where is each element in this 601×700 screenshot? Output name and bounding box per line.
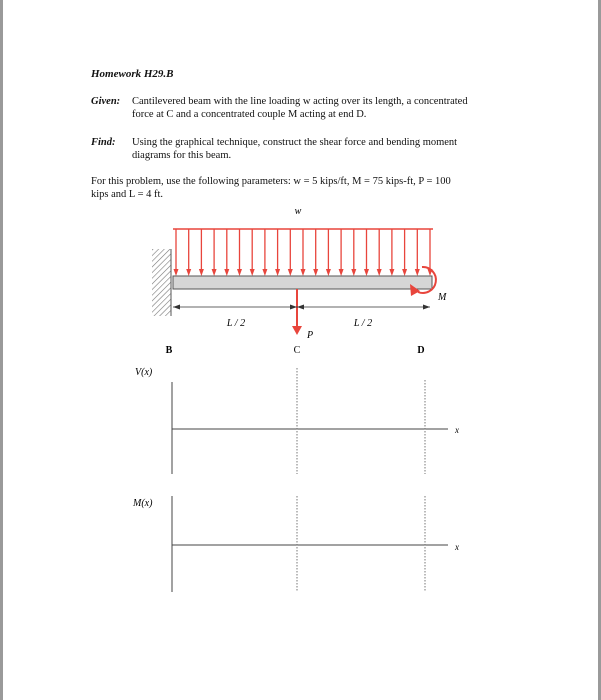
find-line-1: Using the graphical technique, construct the shear force and bending moment [132,137,458,148]
point-b-label: B [165,345,173,356]
dim-arrow-right-end [423,305,430,310]
shear-axis-label: V(x) [135,367,153,378]
load-arrowhead [326,269,331,276]
load-arrowhead [364,269,369,276]
load-arrowhead [288,269,293,276]
load-arrowhead [250,269,255,276]
moment-x-label: x [455,542,459,552]
wall-support [152,249,171,316]
load-arrowhead [186,269,191,276]
parameters-line-1: For this problem, use the following parameters: w = 5 kips/ft, M = 75 kips-ft, P = 100 [91,176,451,187]
dim-label-left: L / 2 [226,318,246,329]
load-arrowhead [313,269,318,276]
dim-arrow-left-start [173,305,180,310]
point-c-label: C [293,345,301,356]
load-arrowhead [224,269,229,276]
load-arrowhead [212,269,217,276]
find-label: Find: [91,137,116,148]
distributed-load [174,229,433,276]
find-line-2: diagrams for this beam. [132,150,232,161]
dim-arrow-left-end [290,305,297,310]
load-arrowhead [389,269,394,276]
load-arrowhead [199,269,204,276]
load-arrowhead [275,269,280,276]
load-label: w [294,206,302,217]
force-arrowhead [292,326,302,335]
shear-x-label: x [455,425,459,435]
dim-arrow-right-start [297,305,304,310]
moment-axis-label: M(x) [133,498,153,509]
given-line-1: Cantilevered beam with the line loading w acting over its length, a concentrated [132,96,468,107]
given-line-2: force at C and a concentrated couple M acting at end D. [132,109,367,120]
load-arrowhead [339,269,344,276]
given-label: Given: [91,96,121,107]
point-d-label: D [417,345,425,356]
homework-title: Homework H29.B [91,68,174,80]
force-label: P [307,330,314,341]
load-arrowhead [301,269,306,276]
load-arrowhead [351,269,356,276]
dim-label-right: L / 2 [353,318,373,329]
load-arrowhead [402,269,407,276]
moment-label: M [438,292,447,303]
load-arrowhead [415,269,420,276]
load-arrowhead [377,269,382,276]
parameters-line-2: kips and L = 4 ft. [91,189,164,200]
load-arrowhead [262,269,267,276]
load-arrowhead [174,269,179,276]
beam [173,276,432,289]
load-arrowhead [237,269,242,276]
